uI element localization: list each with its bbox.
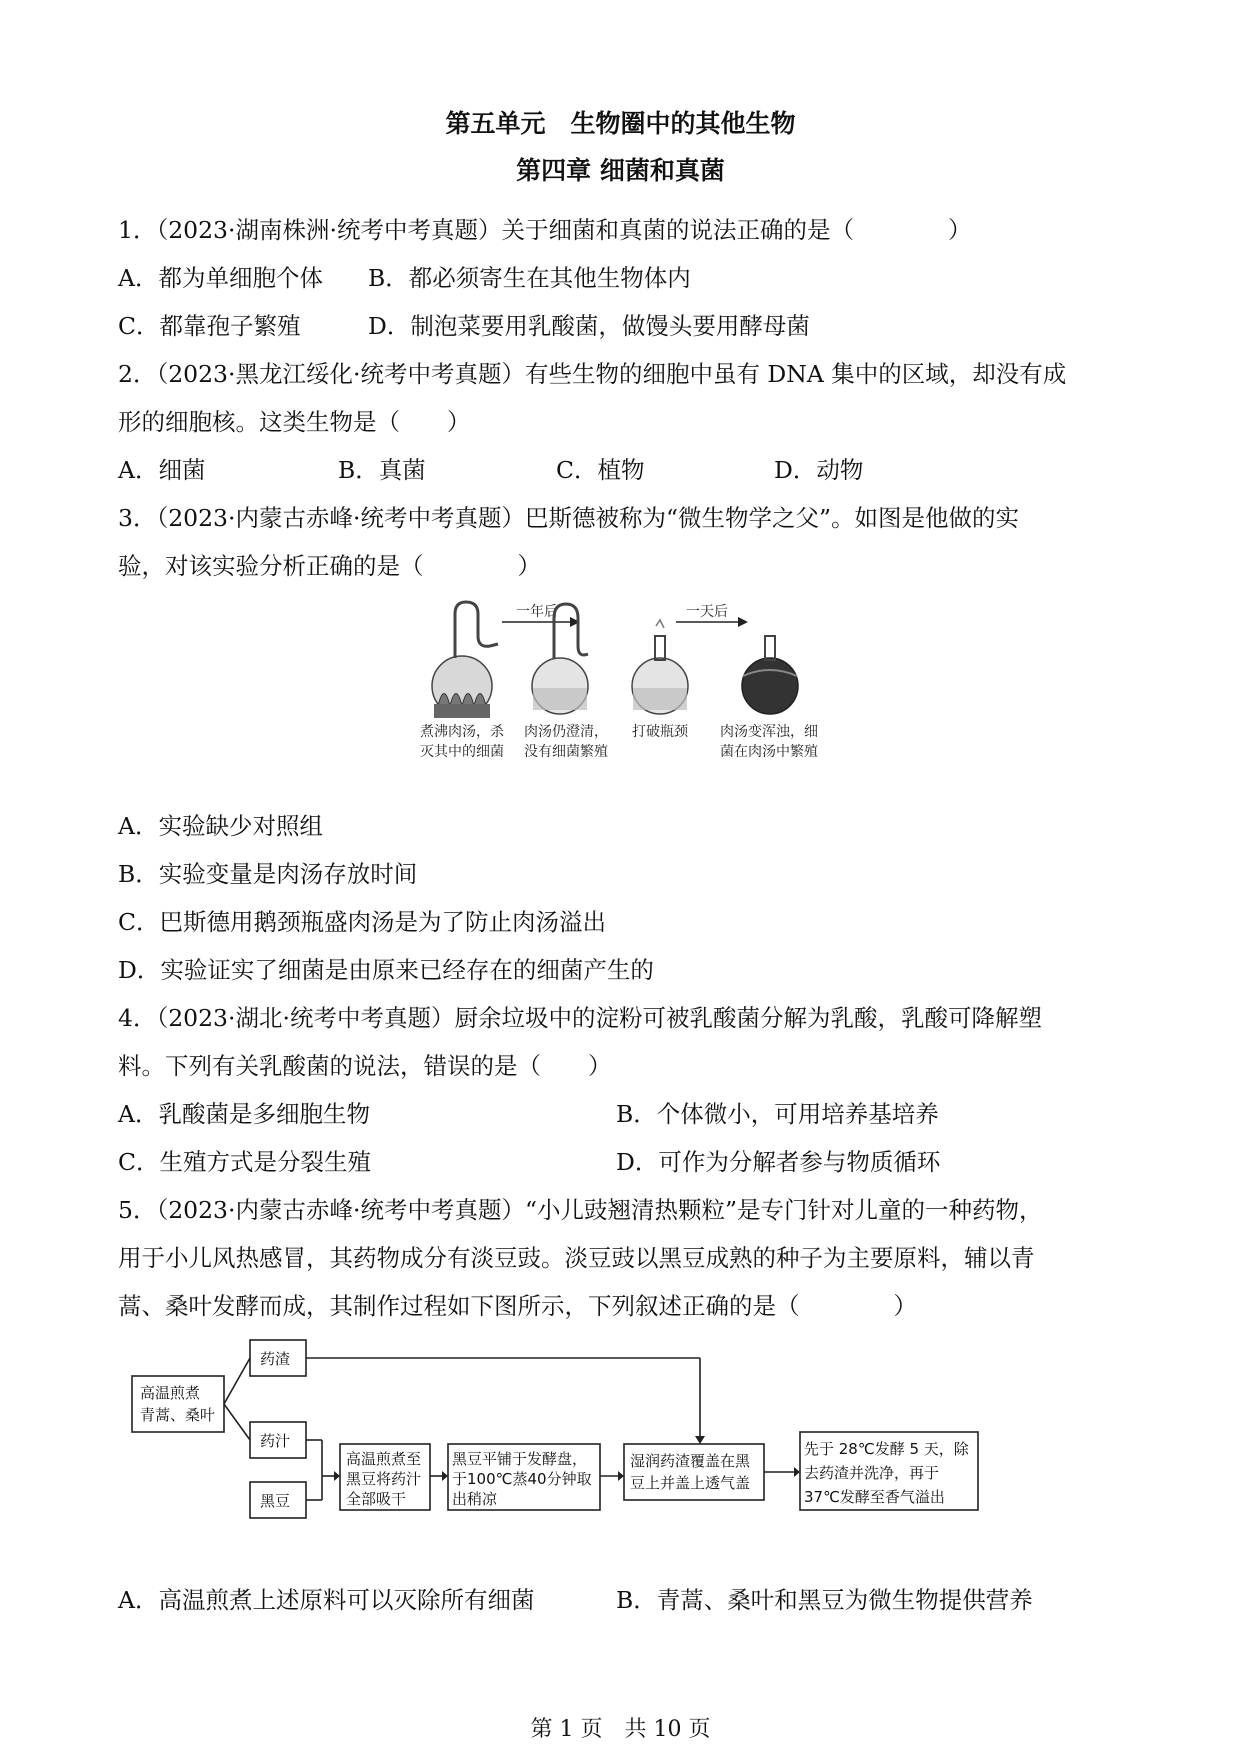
flow-step4-line-1: 先于 28℃发酵 5 天，除: [804, 1440, 969, 1458]
question-2-stem-line-2: 形的细胞核。这类生物是（ ）: [118, 408, 471, 436]
q2-option-c: C．植物: [556, 456, 645, 484]
q2-option-d: D．动物: [774, 456, 864, 484]
flow-step2-line-1: 黑豆平铺于发酵盘，: [452, 1450, 588, 1468]
q4-option-a: A．乳酸菌是多细胞生物: [118, 1100, 370, 1128]
q2-option-b: B．真菌: [338, 456, 426, 484]
question-3-stem-line-2: 验，对该实验分析正确的是（ ）: [118, 552, 541, 580]
q3-option-a: A．实验缺少对照组: [118, 812, 323, 840]
flow-beans: 黑豆: [260, 1492, 291, 1510]
q3-option-c: C．巴斯德用鹅颈瓶盛肉汤是为了防止肉汤溢出: [118, 908, 606, 936]
fermentation-flowchart: [130, 1336, 980, 1536]
flow-step1-line-2: 黑豆将药汁: [346, 1470, 422, 1488]
q4-option-b: B．个体微小，可用培养基培养: [616, 1100, 939, 1128]
flask-turbid-icon: [742, 636, 798, 714]
flow-step3-line-2: 豆上并盖上透气盖: [630, 1474, 751, 1492]
q4-option-c: C．生殖方式是分裂生殖: [118, 1148, 371, 1176]
caption-turbid-line-2: 菌在肉汤中繁殖: [720, 744, 818, 760]
q4-option-d: D．可作为分解者参与物质循环: [616, 1148, 941, 1176]
flow-step1-line-3: 全部吸干: [346, 1490, 407, 1508]
page-footer: 第 1 页 共 10 页: [530, 1717, 711, 1742]
caption-boiling-line-1: 煮沸肉汤，杀: [420, 724, 504, 740]
q3-option-b: B．实验变量是肉汤存放时间: [118, 860, 418, 888]
q1-option-b: B．都必须寄生在其他生物体内: [368, 264, 691, 292]
question-5-stem-line-3: 蒿、桑叶发酵而成，其制作过程如下图所示，下列叙述正确的是（ ）: [118, 1292, 917, 1320]
arrow-label-one-day: 一天后: [686, 604, 728, 620]
caption-clear-line-1: 肉汤仍澄清，: [524, 724, 608, 740]
question-2-stem-line-1: 2．（2023·黑龙江绥化·统考中考真题）有些生物的细胞中虽有 DNA 集中的区域，却没有成: [118, 360, 1067, 388]
flow-juice: 药汁: [260, 1432, 291, 1450]
arrow-label-one-year: 一年后: [516, 604, 558, 620]
flow-residue: 药渣: [260, 1350, 291, 1368]
flow-step2-line-2: 于100℃蒸40分钟取: [452, 1470, 592, 1488]
flask-boiling-icon: [432, 602, 498, 718]
q5-option-a: A．高温煎煮上述原料可以灭除所有细菌: [118, 1586, 535, 1614]
flow-step4-line-3: 37℃发酵至香气溢出: [804, 1488, 945, 1506]
caption-broken-neck: 打破瓶颈: [632, 724, 688, 740]
chapter-title: 第四章 细菌和真菌: [516, 156, 725, 185]
q2-option-a: A．细菌: [118, 456, 206, 484]
q1-option-a: A．都为单细胞个体: [118, 264, 323, 292]
q5-option-b: B．青蒿、桑叶和黑豆为微生物提供营养: [616, 1586, 1033, 1614]
flow-step3-line-1: 湿润药渣覆盖在黑: [630, 1452, 751, 1470]
q1-option-c: C．都靠孢子繁殖: [118, 312, 301, 340]
unit-title: 第五单元 生物圈中的其他生物: [445, 109, 796, 138]
question-5-stem-line-2: 用于小儿风热感冒，其药物成分有淡豆豉。淡豆豉以黑豆成熟的种子为主要原料，辅以青: [118, 1244, 1035, 1272]
flask-broken-neck-icon: [632, 620, 688, 714]
q1-option-d: D．制泡菜要用乳酸菌，做馒头要用酵母菌: [368, 312, 810, 340]
question-5-stem-line-1: 5．（2023·内蒙古赤峰·统考中考真题）“小儿豉翘清热颗粒”是专门针对儿童的一种药物，: [118, 1196, 1043, 1224]
question-3-stem-line-1: 3．（2023·内蒙古赤峰·统考中考真题）巴斯德被称为“微生物学之父”。如图是他做的实: [118, 504, 1019, 532]
flask-clear-icon: [532, 604, 588, 714]
pasteur-experiment-figure: [420, 596, 870, 771]
q3-option-d: D．实验证实了细菌是由原来已经存在的细菌产生的: [118, 956, 654, 984]
flow-step2-line-3: 出稍凉: [452, 1490, 498, 1508]
caption-boiling-line-2: 灭其中的细菌: [420, 744, 504, 760]
caption-clear-line-2: 没有细菌繁殖: [524, 744, 608, 760]
flow-start-line-1: 高温煎煮: [140, 1384, 201, 1402]
question-4-stem-line-1: 4．（2023·湖北·统考中考真题）厨余垃圾中的淀粉可被乳酸菌分解为乳酸，乳酸可降解塑: [118, 1004, 1042, 1032]
flow-start-line-2: 青蒿、桑叶: [140, 1406, 216, 1424]
caption-turbid-line-1: 肉汤变浑浊，细: [720, 724, 818, 740]
question-1-stem: 1．（2023·湖南株洲·统考中考真题）关于细菌和真菌的说法正确的是（ ）: [118, 216, 972, 244]
flow-step4-line-2: 去药渣并洗净，再于: [804, 1464, 940, 1482]
flow-step1-line-1: 高温煎煮至: [346, 1450, 422, 1468]
question-4-stem-line-2: 料。下列有关乳酸菌的说法，错误的是（ ）: [118, 1052, 612, 1080]
